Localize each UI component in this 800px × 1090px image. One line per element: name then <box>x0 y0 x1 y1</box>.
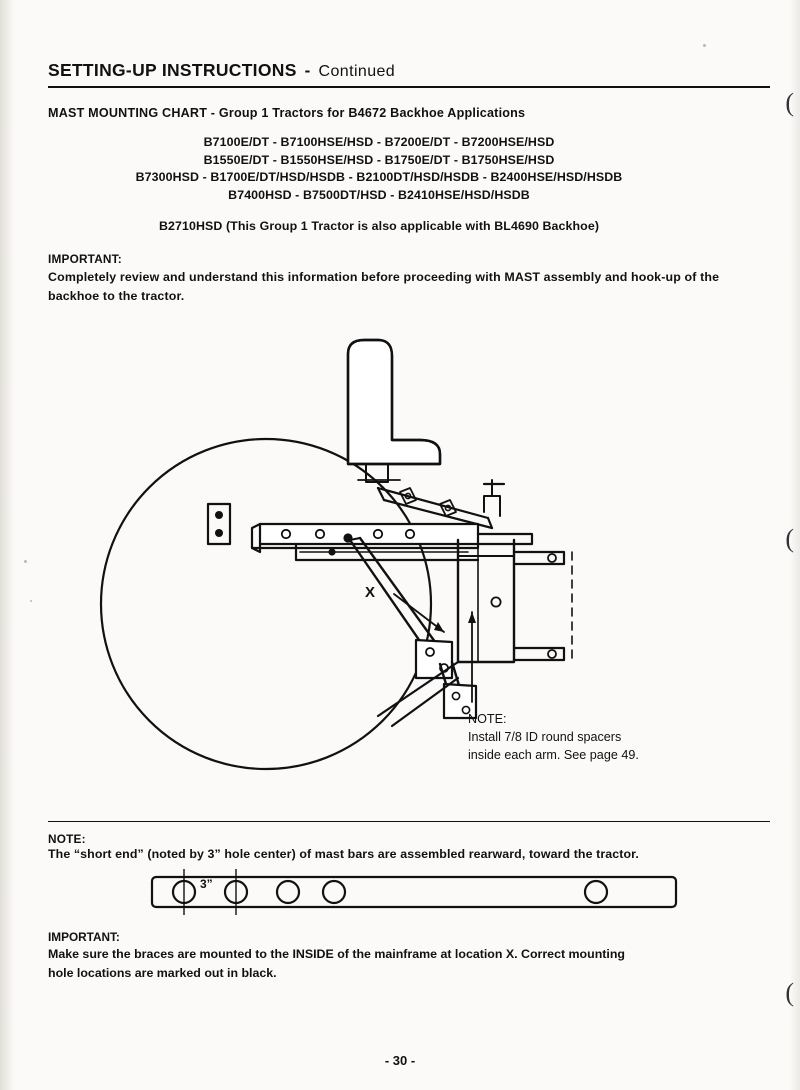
x-leader-arrow <box>434 622 444 632</box>
mast-bar-dimension-label: 3” <box>200 876 213 891</box>
model-line: B7100E/DT - B7100HSE/HSD - B7200E/DT - B7200HSE/HSD <box>203 135 555 149</box>
note-leader-arrow <box>468 612 476 623</box>
page-title <box>48 60 770 81</box>
important-top-text: Completely review and understand this information before proceeding with MAST assembly and hook-up of the backhoe to the tractor. <box>48 269 720 303</box>
figure-drawing <box>48 312 778 817</box>
bottom-divider <box>48 821 770 822</box>
binder-mark-middle: ( <box>785 524 794 553</box>
important-bottom-line2: hole locations are marked out in black. <box>48 965 277 980</box>
mast-mounting-figure <box>48 312 778 817</box>
page-title-separator: - <box>304 61 311 80</box>
figure-note <box>468 710 639 764</box>
scan-speck <box>703 44 706 47</box>
figure-note-line1: Install 7/8 ID round spacers <box>468 729 622 744</box>
scan-speck <box>24 560 27 563</box>
page-content <box>48 60 770 983</box>
brace-left <box>350 540 426 650</box>
operator-seat <box>348 340 440 464</box>
scan-edge-left <box>0 0 14 1090</box>
page-title-main: SETTING-UP INSTRUCTIONS <box>48 60 297 80</box>
page-title-continued: Continued <box>318 63 396 80</box>
chart-heading: MAST MOUNTING CHART - Group 1 Tractors for B4672 Backhoe Applications <box>48 106 526 120</box>
model-line: B1550E/DT - B1550HSE/HSD - B1750E/DT - B1750HSE/HSD <box>203 152 555 167</box>
mast-bar-hole <box>323 881 345 903</box>
page-number: - 30 - <box>384 1053 416 1068</box>
mainframe-box <box>458 540 514 662</box>
lower-pivot-plate <box>416 640 452 678</box>
header-divider <box>48 86 770 88</box>
figure-note-label: NOTE: <box>468 711 507 726</box>
mast-bar-hole <box>277 881 299 903</box>
figure-note-line2: inside each arm. See page 49. <box>468 747 639 762</box>
binder-mark-top: ( <box>785 88 794 117</box>
note-bottom-label: NOTE: <box>48 831 86 846</box>
mast-bar-drawing <box>148 869 708 915</box>
note-bottom-text: The “short end” (noted by 3” hole center) of mast bars are assembled rearward, toward the tractor. <box>48 846 639 861</box>
model-line-extra: B2710HSD (This Group 1 Tractor is also applicable with BL4690 Backhoe) <box>158 219 600 233</box>
mounting-plate <box>208 504 230 544</box>
important-bottom-block <box>48 930 770 983</box>
model-line: B7400HSD - B7500DT/HSD - B2410HSE/HSD/HSDB <box>228 187 530 202</box>
mast-bar-upper <box>260 524 478 544</box>
x-location-label: X <box>365 583 376 601</box>
important-bottom-label: IMPORTANT: <box>48 929 120 944</box>
model-line: B7300HSD - B1700E/DT/HSD/HSDB - B2100DT/HSD/HSDB - B2400HSE/HSD/HSDB <box>135 170 623 184</box>
mast-bar-diagram <box>48 869 770 920</box>
important-top-block <box>48 252 770 306</box>
binder-mark-bottom: ( <box>785 978 794 1007</box>
important-top-label: IMPORTANT: <box>48 251 122 266</box>
mast-bar-hole <box>585 881 607 903</box>
note-bottom-block <box>48 832 770 861</box>
important-bottom-line1: Make sure the braces are mounted to the INSIDE of the mainframe at location X. Correct mounting <box>48 946 625 961</box>
scan-speck <box>30 600 32 602</box>
model-list <box>48 134 770 236</box>
